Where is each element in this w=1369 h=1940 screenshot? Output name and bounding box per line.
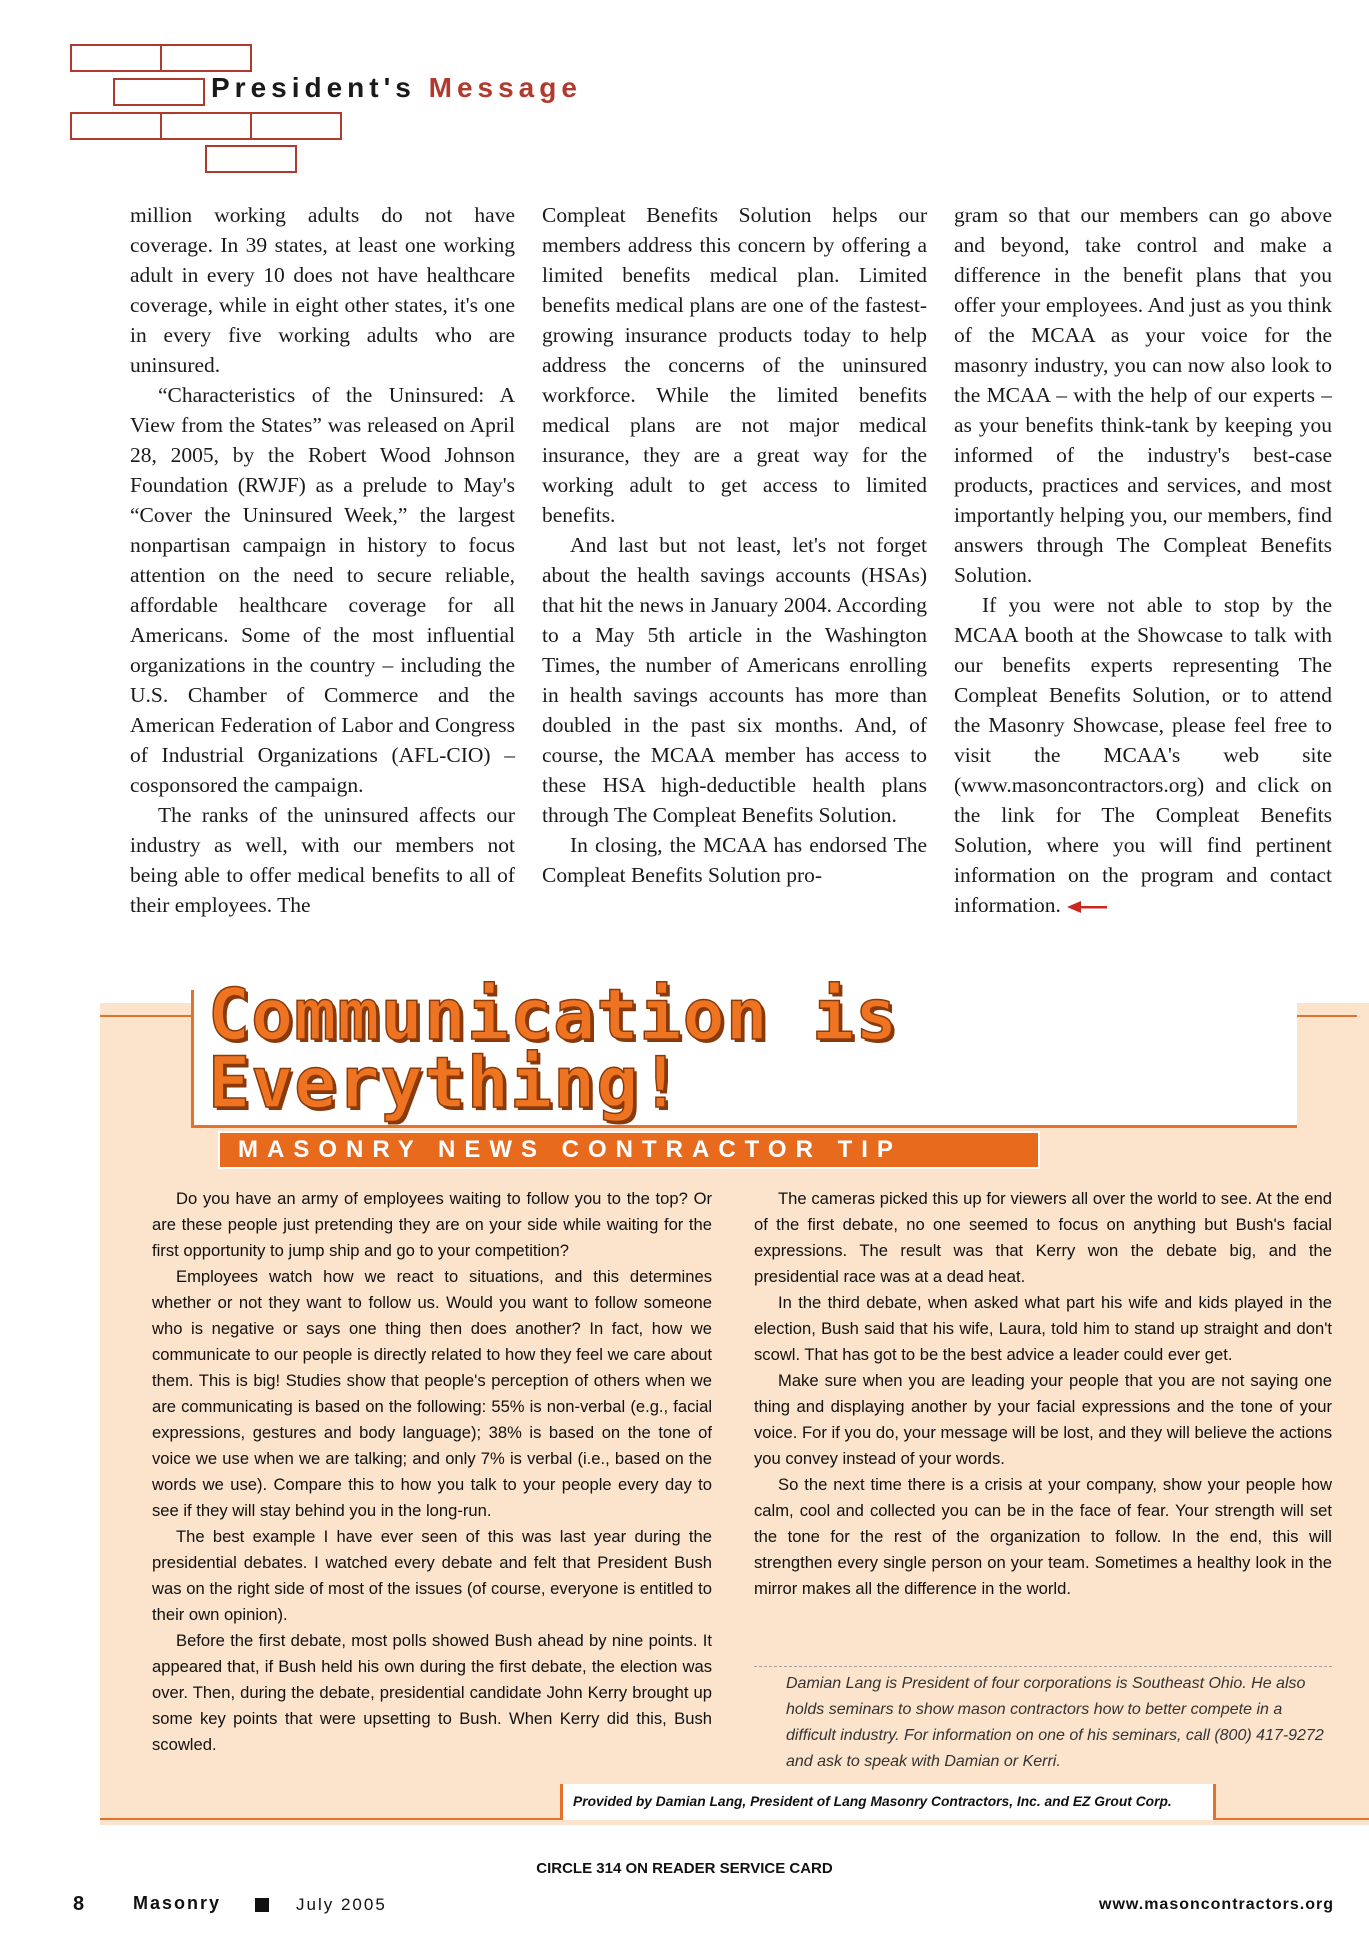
issue-date: July 2005 <box>296 1895 387 1914</box>
section-title-accent: Message <box>428 72 582 103</box>
paragraph: The cameras picked this up for viewers all over the world to see. At the end of the first debate, no one seemed to focus on anything but Bush's facial expressions. The result was that Kerry won the debate big, and the presidential race was at a dead heat. <box>754 1189 1332 1286</box>
brick <box>160 112 252 140</box>
website-url: www.masoncontractors.org <box>1099 1896 1334 1913</box>
sidebar-border-line <box>1216 1818 1369 1820</box>
footer-square-icon <box>255 1898 269 1912</box>
paragraph: Before the first debate, most polls showed Bush ahead by nine points. It appeared that, if Bush held his own during the first debate, the election was over. Then, during the debate, presidential candidate John Kerry brought up some key points that were upsetting to Bush. When Kerry did this, Bush scowled. <box>152 1631 712 1754</box>
paragraph: “Characteristics of the Uninsured: A View from the States” was released on April 28, 2005, by the Robert Wood Johnson Foundation (RWJF) as a prelude to May's “Cover the Uninsured Week,” the largest nonpartisan campaign in history to focus attention on the need to secure reliable, affordable healthcare coverage for all Americans. Some of the most influential organizations in the country – including the U.S. Chamber of Commerce and the American Federation of Labor and Congress of Industrial Organizations (AFL-CIO) – cosponsored the campaign. <box>130 383 515 797</box>
article-column-1 <box>130 200 515 920</box>
paragraph <box>954 590 1332 920</box>
reader-service-note: CIRCLE 314 ON READER SERVICE CARD <box>536 1860 833 1877</box>
paragraph: So the next time there is a crisis at your company, show your people how calm, cool and collected you can be in the face of fear. Your strength will set the tone for the rest of the organization to follow. In the end, this will strengthen every single person on your team. Sometimes a healthy look in the mirror makes all the difference in the world. <box>754 1475 1332 1598</box>
brick <box>70 44 162 72</box>
paragraph: The ranks of the uninsured affects our industry as well, with our members not being able to offer medical benefits to all of their employees. The <box>130 803 515 917</box>
section-title-main: President's <box>211 72 416 103</box>
paragraph: Employees watch how we react to situations, and this determines whether or not they want to follow us. Would you want to follow someone who is negative or says one thing then does another? In fact, how we communicate to our people is directly related to how they feel we care about them. This is big! Studies show that people's perception of others when we are communicating is based on the following: 55% is non-verbal (e.g., facial expressions, gestures and body language); 38% is based on the tone of voice we use when we are talking; and only 7% is verbal (i.e., based on the words we use). Compare this to how you talk to your people every day to see if they will stay behind you in the long-run. <box>152 1267 712 1520</box>
magazine-name: Masonry <box>133 1893 222 1913</box>
paragraph: In the third debate, when asked what part his wife and kids played in the election, Bush said that his wife, Laura, told him to stand up straight and don't scowl. That has got to be the best advice a leader could ever get. <box>754 1293 1332 1364</box>
paragraph: million working adults do not have coverage. In 39 states, at least one working adult in every 10 does not have healthcare coverage, while in eight other states, it's one in every five working adults who are uninsured. <box>130 203 515 377</box>
brick <box>113 78 205 106</box>
provided-by-credit: Provided by Damian Lang, President of Lang Masonry Contractors, Inc. and EZ Grout Corp. <box>560 1784 1216 1820</box>
brick <box>160 44 252 72</box>
sidebar-column-right <box>754 1186 1332 1602</box>
sidebar-border-line <box>1297 1015 1357 1017</box>
paragraph: And last but not least, let's not forget about the health savings accounts (HSAs) that hit the news in January 2004. According to a May 5th article in the Washington Times, the number of Americans enrolling in health savings accounts has more than doubled in the past six months. And, of course, the MCAA member has access to these HSA high-deductible health plans through The Compleat Benefits Solution. <box>542 533 927 827</box>
sidebar-border-line <box>100 1818 560 1820</box>
brick <box>250 112 342 140</box>
brick <box>205 145 297 173</box>
sidebar-border-line <box>100 1015 194 1017</box>
page-number: 8 <box>73 1893 85 1915</box>
section-title <box>211 72 582 104</box>
article-column-2 <box>542 200 927 890</box>
author-bio: Damian Lang is President of four corporations is Southeast Ohio. He also holds seminars to show mason contractors how to better compete in a difficult industry. For information on one of his seminars, call (800) 417-9272 and ask to speak with Damian or Kerri. <box>754 1666 1332 1775</box>
paragraph: Compleat Benefits Solution helps our members address this concern by offering a limited benefits medical plan. Limited benefits medical plans are one of the fastest-growing insurance products today to help address the concerns of the uninsured workforce. While the limited benefits medical plans are not major medical insurance, they are a great way for the working adult to get access to limited benefits. <box>542 203 927 527</box>
paragraph-text: If you were not able to stop by the MCAA booth at the Showcase to talk with our benefits experts representing The Compleat Benefits Solution, or to attend the Masonry Showcase, please feel free to visit the MCAA's web site (www.masoncontractors.org) and click on the link for The Compleat Benefits Solution, where you will find pertinent information on the program and contact information. <box>954 593 1332 917</box>
brick <box>70 112 162 140</box>
contractor-tip-label: MASONRY NEWS CONTRACTOR TIP <box>218 1131 1040 1169</box>
end-of-article-trowel-icon <box>1067 900 1107 914</box>
paragraph: In closing, the MCAA has endorsed The Compleat Benefits Solution pro- <box>542 833 927 887</box>
article-column-3 <box>954 200 1332 920</box>
sidebar-headline-line1: Communication is <box>208 974 899 1056</box>
sidebar-column-left <box>152 1186 712 1758</box>
paragraph: Do you have an army of employees waiting to follow you to the top? Or are these people just pretending they are on your side while waiting for the first opportunity to jump ship and go to your competition? <box>152 1189 712 1260</box>
paragraph: gram so that our members can go above and beyond, take control and make a difference in the benefit plans that you offer your employees. And just as you think of the MCAA as your voice for the masonry industry, you can now also look to the MCAA – with the help of our experts – as your benefits think-tank by keeping you informed of the industry's best-case products, practices and services, and most importantly helping you, our members, find answers through The Compleat Benefits Solution. <box>954 203 1332 587</box>
paragraph: Make sure when you are leading your people that you are not saying one thing and displaying another by your facial expressions and the tone of your voice. For if you do, your message will be lost, and they will believe the actions you convey instead of your words. <box>754 1371 1332 1468</box>
sidebar-headline-line2: Everything! <box>208 1042 683 1124</box>
paragraph: The best example I have ever seen of this was last year during the presidential debates. I watched every debate and felt that President Bush was on the right side of most of the issues (of course, everyone is entitled to their own opinion). <box>152 1527 712 1624</box>
